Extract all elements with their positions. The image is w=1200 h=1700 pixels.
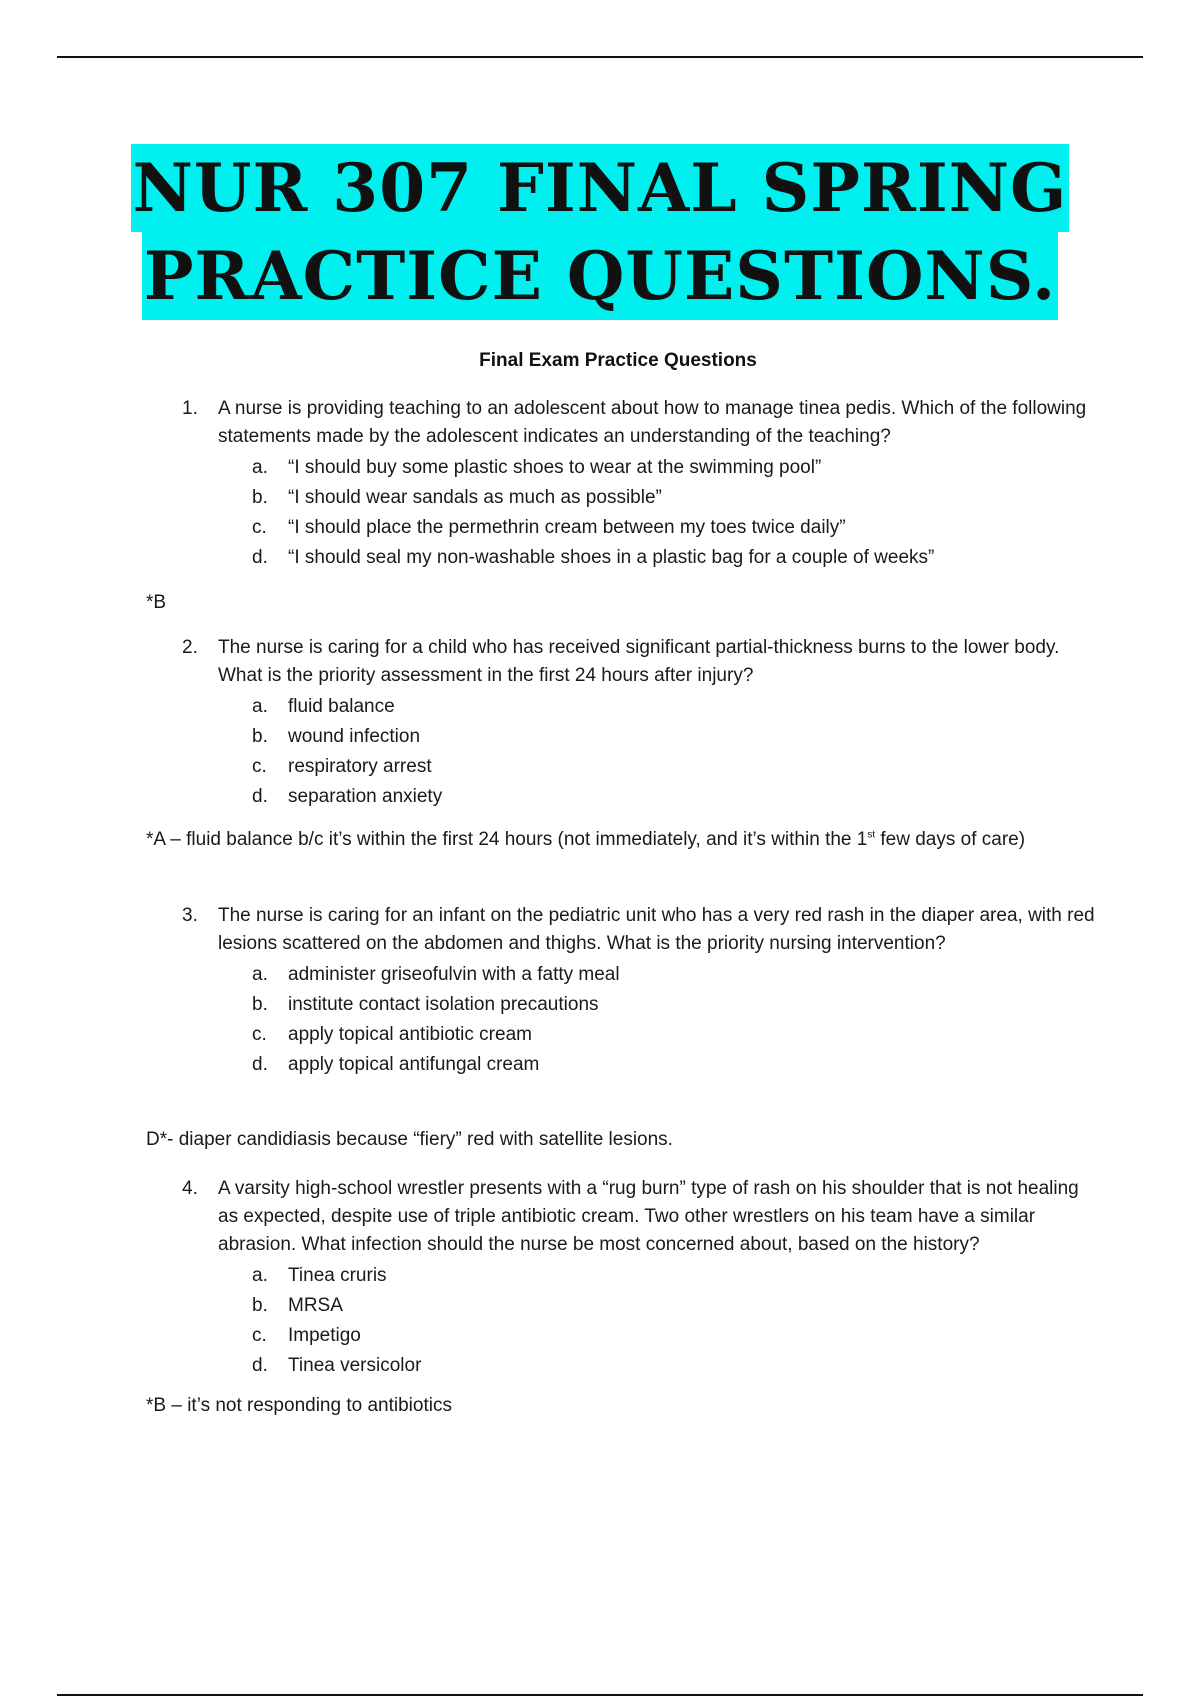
option-a (252, 692, 1102, 722)
ordinal-suffix: st (867, 829, 876, 841)
option-text: “I should wear sandals as much as possible” (288, 487, 662, 508)
option-text: respiratory arrest (288, 756, 432, 777)
option-letter: c. (252, 756, 267, 777)
option-text: “I should seal my non-washable shoes in a plastic bag for a couple of weeks” (288, 547, 935, 568)
option-text: apply topical antibiotic cream (288, 1024, 532, 1045)
option-text: “I should place the permethrin cream between my toes twice daily” (288, 517, 846, 538)
answer-1: *B (146, 592, 167, 613)
option-b (252, 1291, 1102, 1321)
option-list (182, 960, 1102, 1080)
option-letter: d. (252, 1355, 268, 1376)
header-rule (57, 56, 1143, 58)
option-letter: c. (252, 1325, 267, 1346)
option-b (252, 990, 1102, 1020)
question-4 (182, 1175, 1102, 1381)
option-d (252, 782, 1102, 812)
question-number: 3. (182, 905, 198, 926)
option-c (252, 752, 1102, 782)
option-letter: a. (252, 964, 268, 985)
option-text: fluid balance (288, 696, 395, 717)
option-letter: b. (252, 726, 268, 747)
question-number: 2. (182, 637, 198, 658)
question-stem: A nurse is providing teaching to an adolescent about how to manage tinea pedis. Which of the following statements made by the adolescent indicates an understanding of the teaching? (218, 398, 1087, 447)
option-text: Tinea versicolor (288, 1355, 422, 1376)
option-b (252, 483, 1102, 513)
option-a (252, 1261, 1102, 1291)
question-2 (182, 634, 1102, 812)
section-subtitle: Final Exam Practice Questions (479, 350, 757, 371)
option-c (252, 1321, 1102, 1351)
question-number: 4. (182, 1178, 198, 1199)
option-text: apply topical antifungal cream (288, 1054, 540, 1075)
option-c (252, 513, 1102, 543)
option-text: wound infection (288, 726, 421, 747)
question-stem: The nurse is caring for a child who has received significant partial-thickness burns to the lower body. What is the priority assessment in the first 24 hours after injury? (218, 637, 1060, 686)
option-letter: b. (252, 1295, 268, 1316)
answer-3: D*- diaper candidiasis because “fiery” red with satellite lesions. (146, 1129, 673, 1150)
option-list (182, 453, 1102, 573)
option-letter: d. (252, 1054, 268, 1075)
title-line-2: PRACTICE QUESTIONS. (142, 232, 1058, 320)
option-text: institute contact isolation precautions (288, 994, 599, 1015)
option-letter: b. (252, 994, 268, 1015)
option-a (252, 453, 1102, 483)
option-text: separation anxiety (288, 786, 443, 807)
option-b (252, 722, 1102, 752)
option-letter: b. (252, 487, 268, 508)
option-letter: d. (252, 786, 268, 807)
question-number: 1. (182, 398, 198, 419)
answer-2 (146, 826, 1096, 854)
question-stem: A varsity high-school wrestler presents with a “rug burn” type of rash on his shoulder that is not healing as expected, despite use of triple antibiotic cream. Two other wrestlers on his team have a similar abrasion. What infection should the nurse be most concerned about, based on the history? (218, 1178, 1079, 1255)
option-letter: a. (252, 1265, 268, 1286)
option-list (182, 1261, 1102, 1381)
option-letter: a. (252, 696, 268, 717)
question-stem: The nurse is caring for an infant on the pediatric unit who has a very red rash in the diaper area, with red lesions scattered on the abdomen and thighs. What is the priority nursing intervention? (218, 905, 1095, 954)
answer-text: *A – fluid balance b/c it’s within the first 24 hours (not immediately, and it’s within the 1 (146, 829, 868, 850)
option-letter: d. (252, 547, 268, 568)
option-a (252, 960, 1102, 990)
document-title (0, 144, 1200, 320)
option-letter: c. (252, 1024, 267, 1045)
option-text: MRSA (288, 1295, 343, 1316)
option-list (182, 692, 1102, 812)
option-c (252, 1020, 1102, 1050)
answer-4: *B – it’s not responding to antibiotics (146, 1395, 452, 1416)
option-d (252, 543, 1102, 573)
option-letter: c. (252, 517, 267, 538)
option-d (252, 1050, 1102, 1080)
footer-rule (57, 1694, 1143, 1696)
option-text: Impetigo (288, 1325, 361, 1346)
option-text: “I should buy some plastic shoes to wear at the swimming pool” (288, 457, 822, 478)
title-line-1: NUR 307 FINAL SPRING (131, 144, 1070, 232)
option-d (252, 1351, 1102, 1381)
question-3 (182, 902, 1102, 1080)
answer-text-continued: few days of care) (875, 829, 1026, 850)
option-text: administer griseofulvin with a fatty meal (288, 964, 620, 985)
question-1 (182, 395, 1102, 573)
option-text: Tinea cruris (288, 1265, 387, 1286)
option-letter: a. (252, 457, 268, 478)
